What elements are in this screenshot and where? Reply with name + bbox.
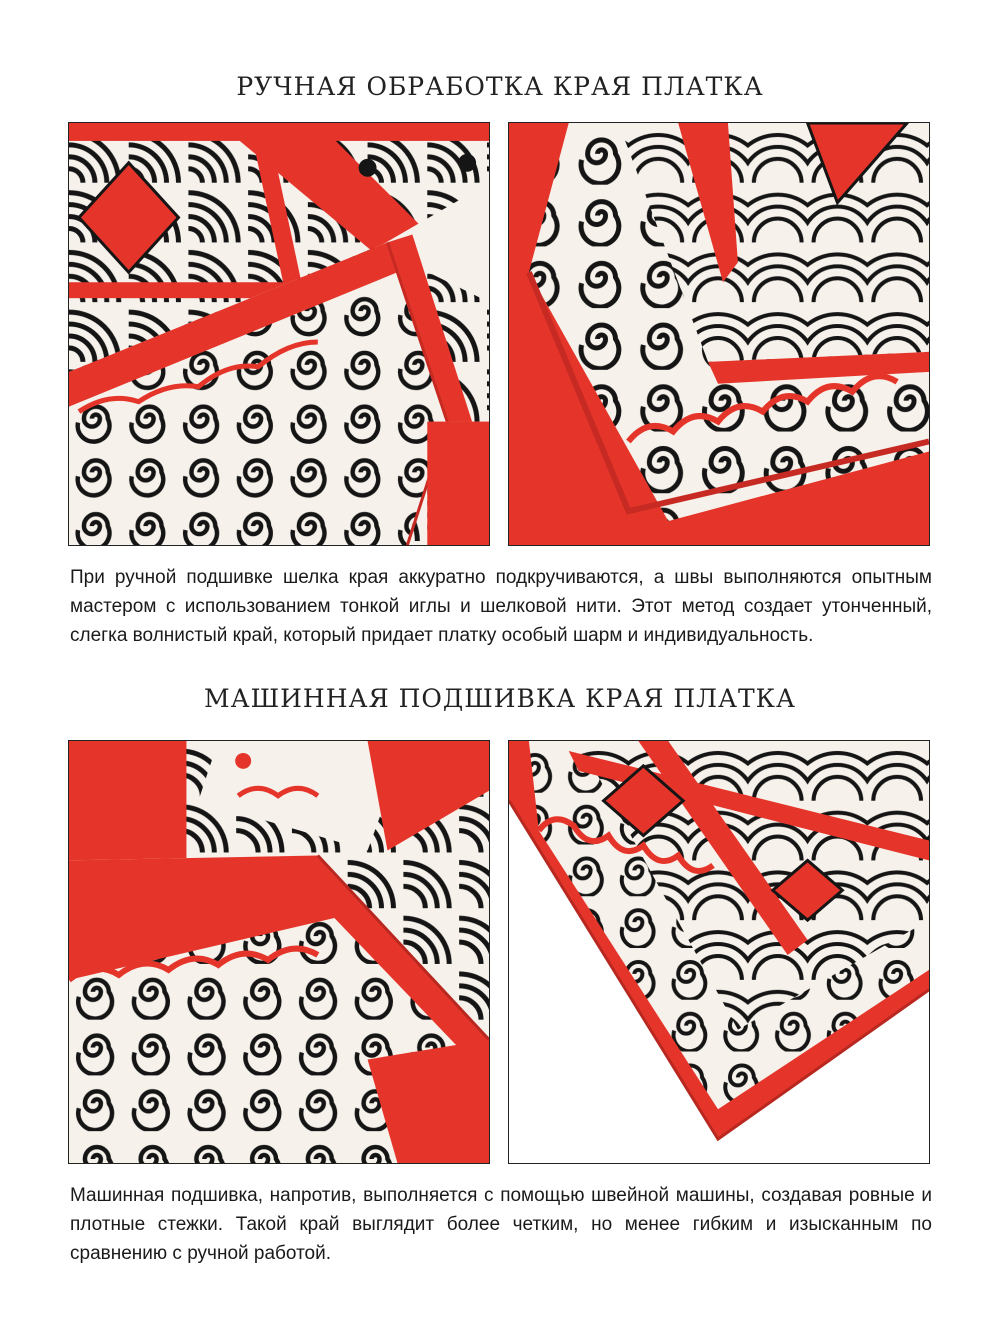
photo-machine-edge-folded — [68, 740, 490, 1164]
photo-machine-edge-corner — [508, 740, 930, 1164]
description-hand-edge: При ручной подшивке шелка края аккуратно подкручиваются, а швы выполняются опытным мастером с использованием тонкой иглы и шелковой нити. Этот метод создает утонченный, слегка волнистый край, который придает платку особый шарм и индивидуальность. — [70, 567, 932, 646]
photo-hand-edge-folded — [68, 122, 490, 546]
photo-hand-edge-corner — [508, 122, 930, 546]
section-title-machine-edge: МАШИННАЯ ПОДШИВКА КРАЯ ПЛАТКА — [204, 684, 796, 713]
section-title-hand-edge: РУЧНАЯ ОБРАБОТКА КРАЯ ПЛАТКА — [236, 72, 764, 101]
description-machine-edge: Машинная подшивка, напротив, выполняется с помощью швейной машины, создавая ровные и плотные стежки. Такой край выглядит более четким, но менее гибким и изысканным по сравнению с ручной работой. — [70, 1185, 932, 1264]
